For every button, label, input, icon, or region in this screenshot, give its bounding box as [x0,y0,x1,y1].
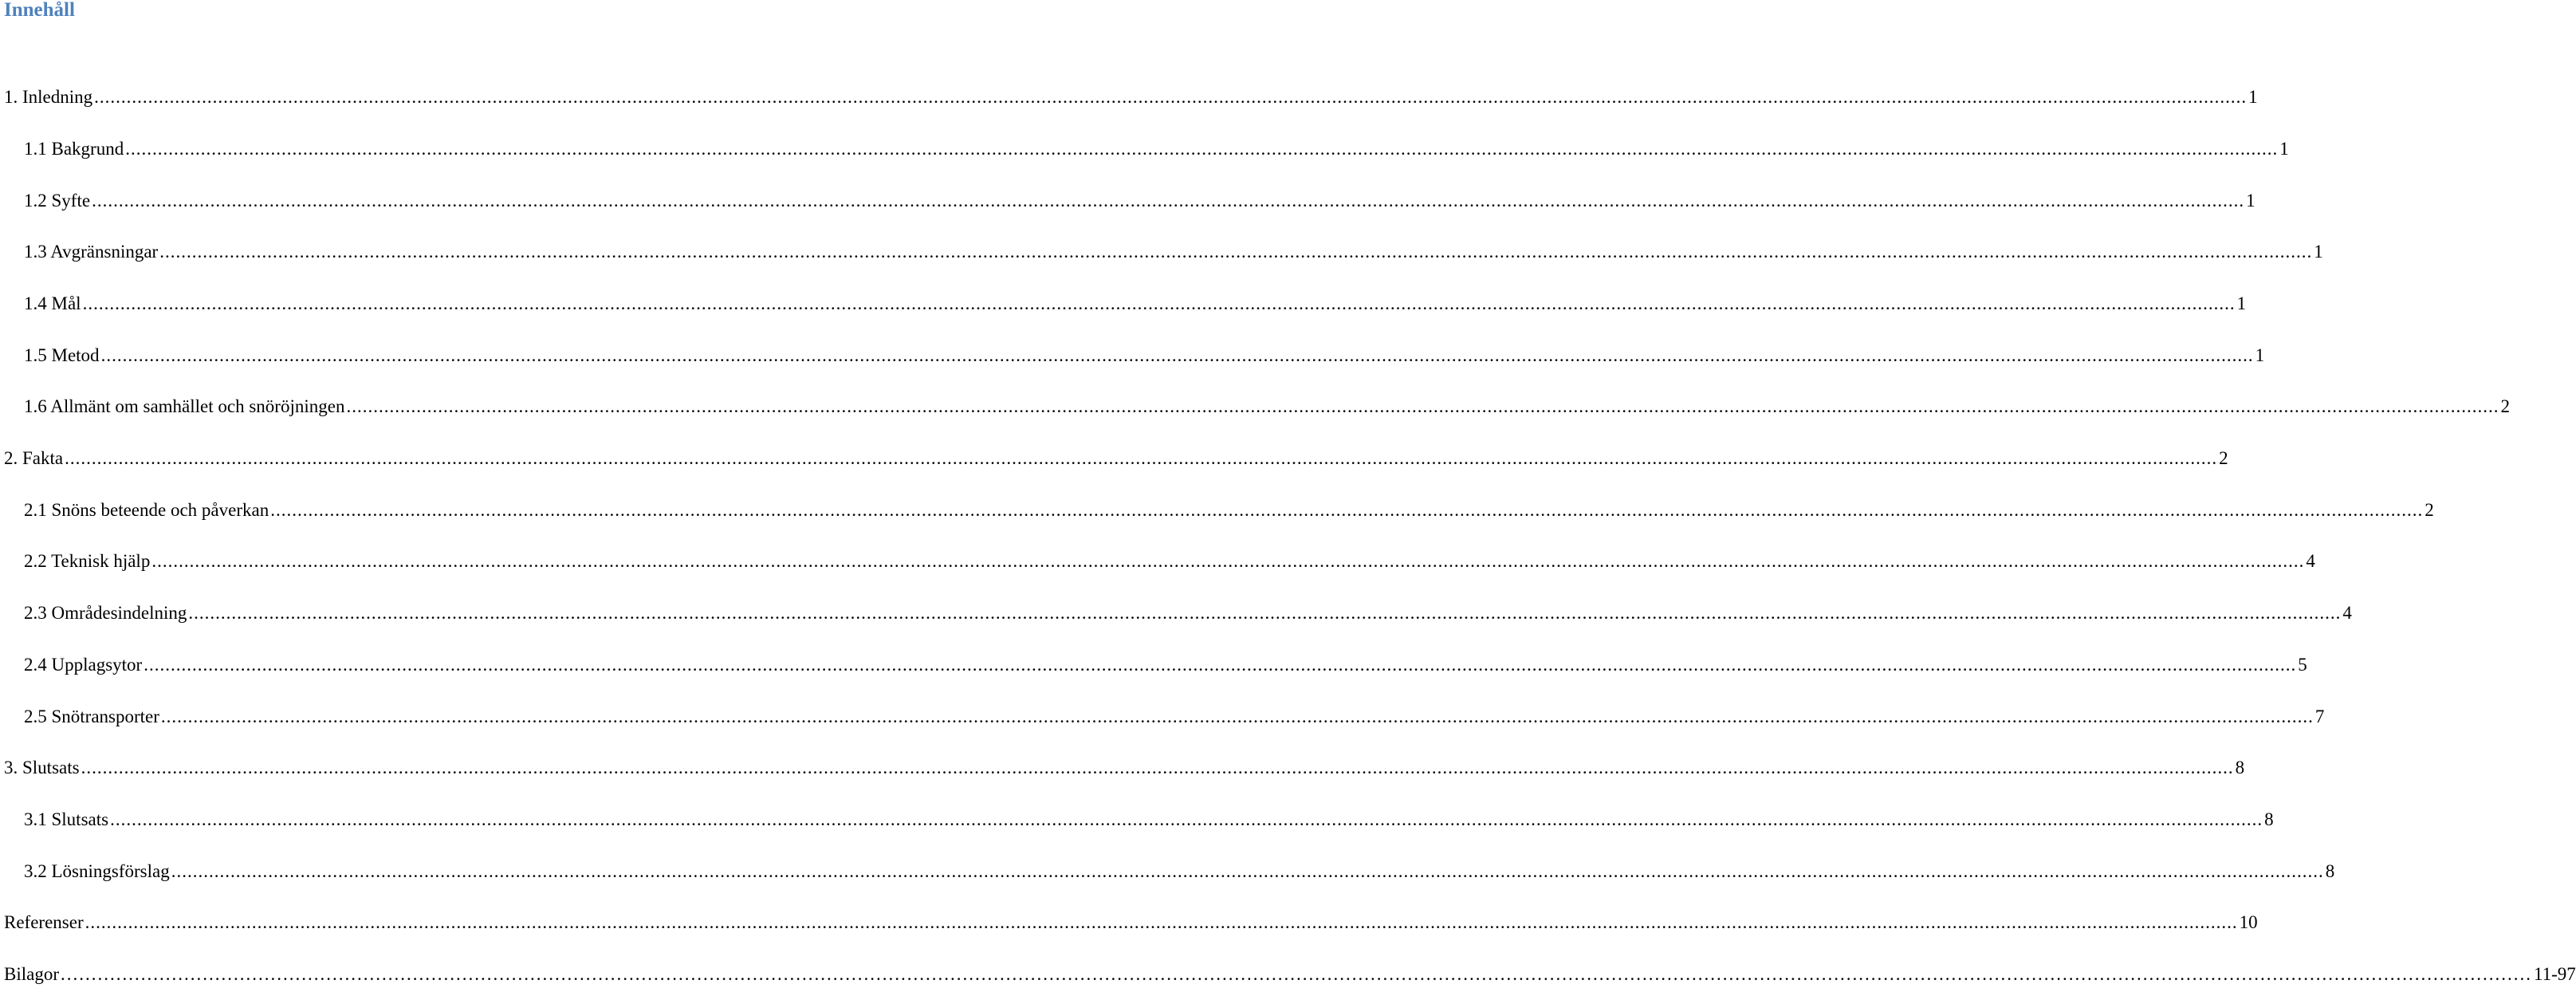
dot-leader: ................................................................................................................................................................................................................................................................................................................................................................................................................ [92,191,2245,211]
toc-entry-page: 8 [2264,809,2274,829]
toc-entry-label: 2. Fakta [4,448,64,468]
dot-leader: ................................................................................................................................................................................................................................................................................................................................................................................................................ [81,758,2234,777]
toc-entry-page: 11-97 [2534,964,2576,984]
dot-leader: ................................................................................................................................................................................................................................................................................................................................................................................................................ [144,655,2297,675]
dot-leader: ................................................................................................................................................................................................................................................................................................................................................................................................................ [100,345,2254,365]
toc-entry-label: 1.6 Allmänt om samhället och snöröjningen [24,396,345,416]
toc-entry[interactable] [4,911,2258,935]
toc-entry[interactable] [24,498,2434,522]
toc-entry-page: 1 [2314,242,2323,262]
toc-entry[interactable] [4,85,2258,109]
dot-leader: ................................................................................................................................................................................................................................................................................................................................................................................................................ [61,964,2532,984]
toc-heading: Innehåll [4,0,75,21]
toc-entry[interactable] [24,240,2323,264]
toc-entry-page: 1 [2246,191,2255,211]
toc-entry-label: 2.3 Områdesindelning [24,603,187,623]
dot-leader: ................................................................................................................................................................................................................................................................................................................................................................................................................ [188,603,2342,623]
toc-entry[interactable] [24,189,2255,213]
toc-entry[interactable] [24,705,2325,729]
toc-entry-page: 5 [2298,655,2307,675]
toc-entry-label: 3.2 Lösningsförslag [24,861,170,881]
toc-entry-label: 1.2 Syfte [24,191,91,211]
dot-leader: ................................................................................................................................................................................................................................................................................................................................................................................................................ [151,551,2305,571]
toc-entry-page: 2 [2425,500,2434,520]
toc-entry-page: 2 [2219,448,2228,468]
dot-leader: ................................................................................................................................................................................................................................................................................................................................................................................................................ [82,293,2236,313]
dot-leader: ................................................................................................................................................................................................................................................................................................................................................................................................................ [65,448,2218,468]
toc-entry-page: 2 [2500,396,2510,416]
toc-entry[interactable] [24,653,2307,677]
toc-entry-label: 1.1 Bakgrund [24,139,124,159]
toc-entry-label: 2.4 Upplagsytor [24,655,143,675]
toc-entry[interactable] [24,137,2289,161]
dot-leader: ................................................................................................................................................................................................................................................................................................................................................................................................................ [270,500,2424,520]
toc-entry-label: 3. Slutsats [4,758,80,777]
dot-leader: ................................................................................................................................................................................................................................................................................................................................................................................................................ [171,861,2324,881]
toc-entry-label: 1.5 Metod [24,345,100,365]
toc-entry-page: 1 [2236,293,2247,313]
toc-entry-page: 4 [2342,603,2352,623]
dot-leader: ................................................................................................................................................................................................................................................................................................................................................................................................................ [346,396,2499,416]
toc-entry[interactable] [24,860,2335,884]
toc-entry-label: 1.3 Avgränsningar [24,242,159,262]
toc-entry-page: 8 [2325,861,2335,881]
dot-leader: ................................................................................................................................................................................................................................................................................................................................................................................................................ [159,242,2313,262]
toc-entry-page: 4 [2306,551,2315,571]
toc-entry-label: 1.4 Mål [24,293,81,313]
toc-entry-label: 2.5 Snötransporter [24,707,159,726]
dot-leader: ................................................................................................................................................................................................................................................................................................................................................................................................................ [160,707,2314,726]
toc-entry[interactable] [24,601,2352,625]
toc-entry[interactable] [4,447,2228,470]
toc-entry[interactable] [24,292,2247,316]
toc-entry[interactable] [24,395,2510,419]
toc-entry-page: 1 [2255,345,2265,365]
dot-leader: ................................................................................................................................................................................................................................................................................................................................................................................................................ [94,87,2248,107]
toc-entry-label: 1. Inledning [4,87,93,107]
toc-entry-page: 1 [2248,87,2258,107]
toc-entry-page: 1 [2279,139,2289,159]
toc-entry-page: 10 [2239,912,2258,932]
toc-entry-label: Bilagor [4,964,59,984]
dot-leader: ................................................................................................................................................................................................................................................................................................................................................................................................................ [85,912,2238,932]
toc-entry-label: Referenser [4,912,84,932]
toc-entry-label: 3.1 Slutsats [24,809,109,829]
dot-leader: ................................................................................................................................................................................................................................................................................................................................................................................................................ [125,139,2279,159]
toc-entry[interactable] [24,344,2265,368]
dot-leader: ................................................................................................................................................................................................................................................................................................................................................................................................................ [110,809,2263,829]
toc-entry-label: 2.2 Teknisk hjälp [24,551,151,571]
toc-entry[interactable] [4,962,2576,986]
toc-entry-page: 8 [2235,758,2245,777]
toc-entry-page: 7 [2314,707,2325,726]
toc-entry[interactable] [24,808,2274,832]
toc-entry[interactable] [4,756,2245,780]
toc-entry[interactable] [24,549,2315,573]
toc-entry-label: 2.1 Snöns beteende och påverkan [24,500,269,520]
